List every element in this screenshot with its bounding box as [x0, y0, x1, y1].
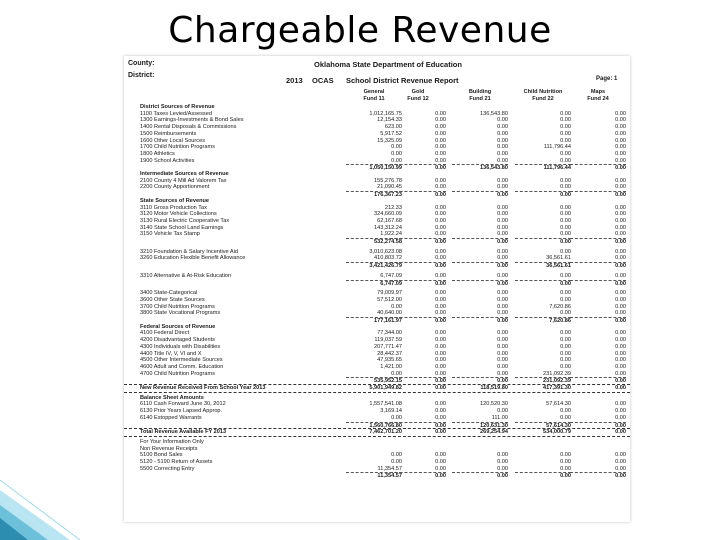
cell-value: 136,543.80 — [480, 110, 508, 117]
cell-value: 0.00 — [615, 459, 626, 465]
cell-value: 0.00 — [560, 408, 571, 415]
row-label: 6110 Cash Forward June 30, 2012 — [140, 401, 226, 408]
cell-value: 0.00 — [497, 184, 508, 191]
row-label: 1100 Taxes Levied/Assessed — [140, 110, 212, 117]
cell-value: 0.00 — [497, 459, 508, 465]
cell-value: 0.00 — [570, 262, 626, 269]
column-fund: Fund 24 — [587, 95, 609, 102]
row-label: 6130 Prior Years Lapsed Approp. — [140, 408, 223, 415]
cell-value: 0.00 — [435, 177, 446, 184]
cell-value: 535,952.15 — [346, 377, 402, 384]
cell-value: 0.00 — [391, 459, 402, 465]
cell-value: 410,803.72 — [374, 255, 402, 262]
row-label: 3260 Education Flexible Benefit Allowance — [140, 255, 246, 262]
cell-value: 36,561.61 — [546, 255, 571, 262]
cell-value: 0.00 — [615, 144, 626, 151]
row-label: 1700 Child Nutrition Programs — [140, 144, 215, 151]
cell-value: 0.00 — [435, 110, 446, 117]
cell-value: 0.00 — [435, 401, 446, 408]
cell-value: 5,901,949.82 — [369, 385, 402, 391]
cell-value: 0.00 — [435, 211, 446, 218]
cell-value: 0.00 — [435, 184, 446, 191]
cell-value: 0.00 — [615, 157, 626, 164]
cell-value: 0.00 — [615, 204, 626, 211]
cell-value: 0.00 — [615, 408, 626, 415]
cell-value: 0.00 — [570, 164, 626, 171]
cell-value: 212.33 — [384, 204, 402, 211]
row-label: 4300 Individuals with Disabilities — [140, 343, 221, 350]
cell-value: 118,519.80 — [480, 385, 508, 391]
cell-value: 0.00 — [435, 429, 446, 436]
cell-value: 0.00 — [435, 272, 446, 279]
row-label: 3130 Rural Electric Cooperative Tax — [140, 217, 230, 224]
cell-value: 0.00 — [452, 377, 508, 384]
cell-value: 0.00 — [615, 217, 626, 224]
row-label: 3140 State School Land Earnings — [140, 224, 224, 231]
cell-value: 0.00 — [497, 117, 508, 124]
cell-value: 0.00 — [452, 317, 508, 324]
cell-value: 0.00 — [497, 137, 508, 144]
cell-value: 0.00 — [435, 204, 446, 211]
row-label: 1800 Athletics — [140, 150, 175, 157]
cell-value: 0.00 — [497, 124, 508, 131]
cell-value: 143,312.24 — [374, 224, 402, 231]
cell-value: 0.00 — [435, 150, 446, 157]
row-label: 1500 Reimbursements — [140, 130, 197, 137]
cell-value: 0.00 — [435, 303, 446, 310]
cell-value: 1,922.24 — [380, 231, 402, 238]
cell-value: 0.00 — [435, 255, 446, 262]
cell-value: 0.00 — [570, 377, 626, 384]
cell-value: 0.00 — [435, 137, 446, 144]
cell-value: 0.00 — [497, 330, 508, 337]
cell-value: 0.00 — [615, 350, 626, 357]
column-header — [390, 89, 446, 102]
cell-value: 6,747.09 — [380, 272, 402, 279]
cell-value: 0.00 — [435, 296, 446, 303]
cell-value: 0.00 — [615, 363, 626, 370]
cell-value: 0.00 — [615, 330, 626, 337]
cell-value: 0.00 — [435, 157, 446, 164]
cell-value: 0.00 — [515, 238, 571, 245]
cell-value: 0.00 — [497, 343, 508, 350]
cell-value: 0.00 — [435, 130, 446, 137]
row-label: State Sources of Revenue — [140, 197, 210, 204]
cell-value: 0.00 — [391, 452, 402, 459]
cell-value: 1,557,541.08 — [369, 401, 402, 408]
cell-value: 111,796.44 — [515, 164, 571, 171]
cell-value: 417,391.30 — [543, 385, 571, 391]
cell-value: 40,640.00 — [377, 310, 402, 317]
cell-value: 0.00 — [390, 280, 446, 287]
cell-value: 0.00 — [615, 150, 626, 157]
column-fund: Fund 11 — [363, 95, 385, 102]
cell-value: 0.00 — [435, 452, 446, 459]
cell-value: 0.00 — [615, 177, 626, 184]
cell-value: 0.00 — [390, 262, 446, 269]
cell-value: 0.00 — [435, 310, 446, 317]
row-label: 1400 Rental Disposals & Commissions — [140, 124, 237, 131]
cell-value: 0.00 — [435, 370, 446, 377]
cell-value: 0.00 — [560, 465, 571, 472]
cell-value: 0.00 — [390, 191, 446, 198]
cell-value: 0.00 — [615, 385, 626, 391]
column-name: Gold — [411, 89, 425, 95]
cell-value: 0.00 — [560, 330, 571, 337]
cell-value: 11,354.57 — [377, 465, 402, 472]
column-fund: Fund 21 — [469, 95, 491, 102]
column-name: Child Nutrition — [523, 89, 563, 95]
row-label: 2200 County Apportionment — [140, 184, 210, 191]
row-label: 3600 Other State Sources — [140, 296, 205, 303]
cell-value: 0.00 — [515, 472, 571, 479]
column-name: Maps — [590, 89, 606, 95]
cell-value: 1,050,150.99 — [346, 164, 402, 171]
cell-value: 0.00 — [497, 290, 508, 297]
cell-value: 5,917.52 — [380, 130, 402, 137]
cell-value: 177,161.97 — [346, 317, 402, 324]
cell-value: 0.00 — [570, 238, 626, 245]
row-label: 3110 Gross Production Tax — [140, 204, 207, 211]
cell-value: 0.00 — [615, 337, 626, 344]
cell-value: 0.00 — [560, 184, 571, 191]
cell-value: 0.00 — [390, 317, 446, 324]
cell-value: 0.00 — [560, 117, 571, 124]
cell-value: 269,254.94 — [480, 429, 508, 436]
row-label: District Sources of Revenue — [140, 104, 215, 110]
cell-value: 47,935.65 — [377, 357, 402, 364]
cell-value: 0.00 — [497, 231, 508, 238]
cell-value: 0.00 — [570, 422, 626, 429]
cell-value: 0.00 — [615, 231, 626, 238]
row-label: 3700 Child Nutrition Programs — [140, 303, 215, 310]
column-fund: Fund 22 — [532, 95, 554, 102]
cell-value: 120,631.30 — [452, 422, 508, 429]
cell-value: 0.00 — [570, 191, 626, 198]
row-label: 4600 Adult and Comm. Education — [140, 363, 224, 370]
cell-value: 0.00 — [560, 231, 571, 238]
cell-value: 0.00 — [391, 150, 402, 157]
agency-name: Oklahoma State Department of Education — [314, 60, 462, 69]
cell-value: 0.00 — [615, 343, 626, 350]
cell-value: 21,090.45 — [377, 184, 402, 191]
cell-value: 0.00 — [390, 422, 446, 429]
cell-value: 0.00 — [560, 350, 571, 357]
cell-value: 0.00 — [497, 370, 508, 377]
cell-value: 0.00 — [452, 191, 508, 198]
cell-value: 0.00 — [435, 357, 446, 364]
report-title: School District Revenue Report — [346, 76, 459, 85]
cell-value: 7,462,701.20 — [369, 429, 402, 436]
cell-value: 0.00 — [497, 157, 508, 164]
cell-value: 0.00 — [497, 272, 508, 279]
cell-value: 231,092.39 — [515, 377, 571, 384]
cell-value: 0.00 — [452, 472, 508, 479]
report-year: 2013 — [286, 76, 303, 85]
cell-value: 0.00 — [391, 144, 402, 151]
cell-value: 0.00 — [497, 357, 508, 364]
row-label: 3310 Alternative & At-Risk Education — [140, 272, 232, 279]
column-header — [452, 89, 508, 102]
row-label: Federal Sources of Revenue — [140, 323, 216, 330]
cell-value: 0.00 — [615, 272, 626, 279]
row-label: 3120 Motor Vehicle Collections — [140, 211, 217, 218]
corner-decoration — [0, 470, 120, 540]
cell-value: 0.00 — [452, 262, 508, 269]
cell-value: 3,010,623.08 — [369, 248, 402, 255]
page-number: Page: 1 — [596, 76, 618, 82]
cell-value: 231,092.39 — [543, 370, 571, 377]
cell-value: 0.00 — [615, 465, 626, 472]
cell-value: 0.00 — [570, 317, 626, 324]
table-row — [124, 472, 630, 479]
cell-value: 0.00 — [435, 117, 446, 124]
cell-value: 120,520.30 — [480, 401, 508, 408]
cell-value: 0.00 — [435, 330, 446, 337]
cell-value: 0.00 — [560, 224, 571, 231]
cell-value: 0.00 — [497, 350, 508, 357]
cell-value: 623.00 — [384, 124, 402, 131]
revenue-report — [124, 56, 630, 522]
row-label: Intermediate Sources of Revenue — [140, 171, 229, 177]
cell-value: 0.00 — [497, 363, 508, 370]
cell-value: 0.00 — [391, 157, 402, 164]
row-label: 3800 State Vocational Programs — [140, 310, 221, 317]
cell-value: 0.00 — [497, 150, 508, 157]
cell-value: 0.00 — [391, 303, 402, 310]
cell-value: 0.00 — [615, 429, 626, 436]
row-label: 3210 Foundation & Salary Incentive Aid — [140, 248, 238, 255]
cell-value: 0.00 — [615, 370, 626, 377]
cell-value: 0.00 — [560, 357, 571, 364]
slide-title: Chargeable Revenue — [168, 10, 552, 51]
cell-value: 0.00 — [560, 130, 571, 137]
cell-value: 0.00 — [560, 177, 571, 184]
cell-value: 0.00 — [560, 150, 571, 157]
cell-value: 0.00 — [497, 204, 508, 211]
cell-value: 0.00 — [560, 296, 571, 303]
cell-value: 0.00 — [435, 248, 446, 255]
row-label: 1900 School Activities — [140, 157, 195, 164]
cell-value: 0.00 — [560, 204, 571, 211]
cell-value: 0.00 — [435, 459, 446, 465]
column-header — [515, 89, 571, 102]
cell-value: 0.00 — [560, 211, 571, 218]
cell-value: 0.00 — [615, 130, 626, 137]
cell-value: 0.00 — [560, 414, 571, 421]
cell-value: 0.00 — [390, 472, 446, 479]
cell-value: 0.00 — [452, 238, 508, 245]
column-fund: Fund 12 — [407, 95, 429, 102]
cell-value: 0.00 — [515, 191, 571, 198]
cell-value: 0.00 — [560, 217, 571, 224]
cell-value: 12,154.33 — [377, 117, 402, 124]
cell-value: 0.00 — [615, 290, 626, 297]
cell-value: 207,771.47 — [374, 343, 402, 350]
row-label: For Your Information Only — [140, 438, 204, 445]
cell-value: 0.00 — [497, 452, 508, 459]
cell-value: 3,421,426.79 — [346, 262, 402, 269]
cell-value: 0.00 — [390, 377, 446, 384]
cell-value: 0.00 — [497, 248, 508, 255]
cell-value: 36,561.61 — [515, 262, 571, 269]
cell-value: 0.00 — [570, 472, 626, 479]
cell-value: 0.00 — [615, 452, 626, 459]
cell-value: 0.00 — [497, 130, 508, 137]
cell-value: 0.00 — [615, 110, 626, 117]
column-name: Building — [468, 89, 492, 95]
row-label: 3150 Vehicle Tax Stamp — [140, 231, 200, 238]
cell-value: 0.00 — [497, 296, 508, 303]
cell-value: 0.00 — [497, 465, 508, 472]
cell-value: 111,796.44 — [543, 144, 571, 151]
cell-value: 0.00 — [497, 255, 508, 262]
cell-value: 0.00 — [497, 408, 508, 415]
cell-value: 0.00 — [497, 177, 508, 184]
cell-value: 0.00 — [560, 343, 571, 350]
column-header — [570, 89, 626, 102]
cell-value: 0.00 — [435, 217, 446, 224]
cell-value: 0.00 — [435, 385, 446, 391]
cell-value: 0.00 — [560, 337, 571, 344]
row-label: 4400 Title IV, V, VI and X — [140, 350, 202, 357]
cell-value: 57,614.30 — [515, 422, 571, 429]
cell-value: 0.00 — [435, 350, 446, 357]
row-label: 6140 Estopped Warrants — [140, 414, 202, 421]
cell-value: 0.00 — [497, 144, 508, 151]
row-label: Non Revenue Receipts — [140, 445, 198, 452]
cell-value: 0.00 — [615, 357, 626, 364]
cell-value: 3,169.14 — [380, 408, 402, 415]
cell-value: 1,012,165.75 — [369, 110, 402, 117]
cell-value: 0.00 — [615, 224, 626, 231]
cell-value: 0.00 — [497, 217, 508, 224]
cell-value: 0.00 — [452, 280, 508, 287]
row-label: 1600 Other Local Sources — [140, 137, 205, 144]
district-label: District: — [128, 72, 155, 79]
cell-value: 6,747.09 — [346, 280, 402, 287]
cell-value: 57,614.30 — [546, 401, 571, 408]
cell-value: 0.00 — [560, 459, 571, 465]
cell-value: 534,000.79 — [543, 429, 571, 436]
cell-value: 0.00 — [560, 290, 571, 297]
cell-value: 0.00 — [560, 124, 571, 131]
cell-value: 0.00 — [560, 272, 571, 279]
row-label: 4200 Disadvantaged Students — [140, 337, 215, 344]
cell-value: 0.00 — [435, 343, 446, 350]
cell-value: 0.00 — [615, 184, 626, 191]
cell-value: 1,560,766.80 — [346, 422, 402, 429]
cell-value: 57,512.00 — [377, 296, 402, 303]
cell-value: 0.00 — [615, 117, 626, 124]
cell-value: 0.00 — [497, 224, 508, 231]
row-label: Total Revenue Available FY 2013 — [140, 429, 227, 436]
cell-value: 0.00 — [435, 337, 446, 344]
cell-value: 0.00 — [435, 290, 446, 297]
cell-value: 7,620.86 — [515, 317, 571, 324]
cell-value: 1,421.00 — [380, 363, 402, 370]
cell-value: 0.00 — [615, 310, 626, 317]
cell-value: 324,660.09 — [374, 211, 402, 218]
cell-value: 0.00 — [615, 248, 626, 255]
cell-value: 0.00 — [560, 363, 571, 370]
cell-value: 0.00 — [435, 124, 446, 131]
cell-value: 0.00 — [497, 211, 508, 218]
cell-value: 62,167.68 — [377, 217, 402, 224]
cell-value: 0.00 — [497, 310, 508, 317]
cell-value: 155,276.78 — [374, 177, 402, 184]
cell-value: 0.00 — [435, 414, 446, 421]
cell-value: 0.00 — [615, 255, 626, 262]
cell-value: 0.00 — [497, 337, 508, 344]
cell-value: 0.00 — [435, 363, 446, 370]
cell-value: 0.00 — [390, 164, 446, 171]
cell-value: 0.00 — [615, 401, 626, 408]
cell-value: 0.00 — [435, 224, 446, 231]
row-label: 2100 County 4 Mill Ad Valorem Tax — [140, 177, 227, 184]
row-label: 4500 Other Intermediate Sources — [140, 357, 223, 364]
cell-value: 0.00 — [615, 124, 626, 131]
cell-value: 0.00 — [435, 231, 446, 238]
cell-value: 0.00 — [615, 296, 626, 303]
cell-value: 0.00 — [615, 211, 626, 218]
row-label: New Revenue Received From School Year 2013 — [140, 385, 266, 391]
cell-value: 79,009.97 — [377, 290, 402, 297]
row-label: 5500 Correcting Entry — [140, 465, 195, 472]
county-label: County: — [128, 60, 155, 67]
cell-value: 119,037.59 — [374, 337, 402, 344]
cell-value: 0.00 — [435, 465, 446, 472]
cell-value: 0.00 — [615, 303, 626, 310]
cell-value: 15,325.09 — [377, 137, 402, 144]
row-label: 1300 Earnings-Investments & Bond Sales — [140, 117, 244, 124]
cell-value: 0.00 — [560, 137, 571, 144]
cell-value: 0.00 — [497, 303, 508, 310]
cell-value: 11,354.57 — [346, 472, 402, 479]
cell-value: 0.00 — [435, 144, 446, 151]
cell-value: 0.00 — [435, 408, 446, 415]
row-label: 5120 - 5190 Return of Assets — [140, 459, 213, 465]
row-label: 5100 Bond Sales — [140, 452, 183, 459]
row-label: 4700 Child Nutrition Programs — [140, 370, 215, 377]
row-label: Balance Sheet Amounts — [140, 394, 204, 401]
row-label: 3400 State-Categorical — [140, 290, 198, 297]
cell-value: 0.00 — [560, 248, 571, 255]
cell-value: 0.00 — [560, 157, 571, 164]
cell-value: 0.00 — [391, 414, 402, 421]
row-label: 4100 Federal Direct — [140, 330, 190, 337]
cell-value: 0.00 — [615, 137, 626, 144]
report-code: OCAS — [312, 76, 334, 85]
cell-value: 7,620.86 — [549, 303, 571, 310]
column-name: General — [363, 89, 385, 95]
cell-value: 176,367.23 — [346, 191, 402, 198]
cell-value: 77,344.00 — [377, 330, 402, 337]
cell-value: 111.00 — [491, 414, 508, 421]
cell-value: 0.00 — [391, 370, 402, 377]
cell-value: 0.00 — [515, 280, 571, 287]
cell-value: 0.00 — [615, 414, 626, 421]
cell-value: 0.00 — [560, 452, 571, 459]
cell-value: 28,442.37 — [377, 350, 402, 357]
cell-value: 0.00 — [570, 280, 626, 287]
cell-value: 0.00 — [560, 310, 571, 317]
cell-value: 136,543.80 — [452, 164, 508, 171]
cell-value: 532,274.58 — [346, 238, 402, 245]
cell-value: 0.00 — [560, 110, 571, 117]
cell-value: 0.00 — [390, 238, 446, 245]
